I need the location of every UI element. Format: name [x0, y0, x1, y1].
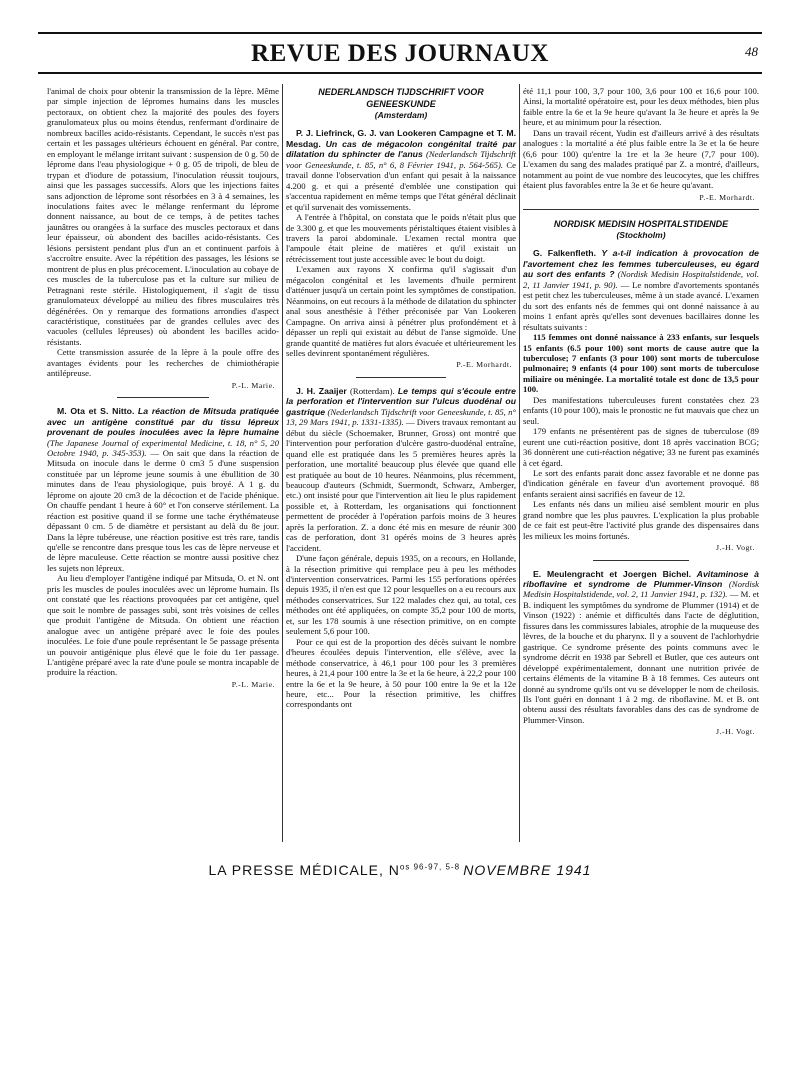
- author-signature: P.-L. Marie.: [231, 380, 275, 390]
- journal-heading: NEDERLANDSCH TIJDSCHRIFT VOOR GENEESKUNDE: [318, 87, 484, 109]
- article-title: La réaction de Mitsuda pratiquée avec un antigène constitué par du tissu lépreux provenant de poules inoculées avec la lèpre humaine: [47, 406, 279, 438]
- article-reference: (Nederlandsch Tijdschrift voor Geneeskunde, t. 85, n° 6, 8 Février 1941, p. 564-565).: [286, 149, 516, 170]
- paragraph: Des manifestations tuberculeuses furent constatées chez 23 enfants (10 pour 100), mais le pronostic ne fut mauvais que chez un seul.: [523, 394, 759, 426]
- footer-month: NOVEMBRE: [463, 862, 552, 878]
- header-bottom-rule: [38, 72, 762, 74]
- article-lead: [47, 406, 279, 573]
- article-authors: M. Ota et S. Nitto.: [57, 406, 135, 417]
- paragraph: 115 femmes ont donné naissance à 233 enfants, sur lesquels 15 enfants (6.5 pour 100) sont morts de cause autre que la tuberculose; 7 enfants (3 pour 100) sont morts de tuberculose pulmonaire; 9 enfants (4 pour 100) sont morts de tuberculose miliaire ou méningée. La mortalité totale est donc de 13,5 pour 100.: [523, 332, 759, 395]
- article-text: — M. et B. indiquent les symptômes du syndrome de Plummer (1914) et de Vinson (1922) : anémie et difficultés dans l'acte de déglutition, fissures dans les commissures labiales, atrophie de la muqueuse des lèvres, de la bouche et du pharynx. Il y a souvent de l'achlorhydrie gastrique. Ce syndrome présente des points communs avec le syndrome décrit en 1938 par Sebrell et Butler, que ces auteurs ont développé expérimentalement, donnant une nutrition privée de certains éléments de la vitamine B à 18 femmes. Ces auteurs ont donné au syndrome qu'ils ont vu se développer le nom de cheilosis. Ils l'ont guéri en donnant 1 à 2 mg. de riboflavine. M. et B. ont obtenu aussi des résultats favorables dans des cas de syndrome de Plummer-Vinson.: [523, 589, 760, 725]
- article-title: Un cas de mégacolon congénital traité par dilatation du sphincter de l'anus: [286, 138, 517, 160]
- article-reference: (Nordisk Medisin Hospitalstidende, vol. 2, 11 Janvier 1941, p. 90).: [523, 269, 759, 290]
- column-divider-2: [519, 84, 520, 842]
- paragraph: Les enfants nés dans un milieu aisé semblent mourir en plus grand nombre que les plus pauvres. L'explication la plus probable de ce fait est peut-être l'activité plus grande des dispensaires dans les milieux les moins fortunés.: [523, 499, 759, 541]
- author-signature: P.-E. Morhardt.: [456, 360, 512, 370]
- paragraph: Au lieu d'employer l'antigène indiqué par Mitsuda, O. et N. ont pris les muscles de poules inoculées avec un léprome humain. Ils ont constaté que les réactions provoquées par cet antigène, quel que soit le nombre de passages subi, sont très voisines de celles que produit l'antigène de Mitsuda. On obtient une réaction analogue avec un antigène préparé avec le foie des poules inoculées. Le foie d'une poule représentant le 5e passage présenta un pouvoir antigénique plus élevé que le foie du 1er passage. L'antigène préparé avec la rate d'une poule se montra incapable de produire la réaction.: [47, 573, 279, 678]
- article-text: — Le nombre d'avortements spontanés est petit chez les tuberculeuses, même à un stade avancé. L'examen du sort des enfants nés de femmes qui ont donné naissance à au moins 1 enfant après qu'elles sont devenues bacillaires donne les résultats suivants :: [523, 279, 759, 332]
- article-separator: [356, 377, 446, 378]
- paragraph: A l'entrée à l'hôpital, on constata que le poids n'était plus que de 3.300 g. et que les mouvements péristaltiques étaient visibles à travers la paroi abdominale. L'examen rectal montra que l'ampoule était pleine de matières et qu'il existait un rétrécissement tout juste accessible avec le bout du doigt.: [286, 212, 516, 264]
- article-separator: [593, 560, 689, 561]
- article-lead: [523, 569, 759, 726]
- article-lead: [523, 248, 759, 332]
- journal-section-title: REVUE DES JOURNAUX: [251, 40, 549, 67]
- article-lead: [286, 386, 516, 553]
- article-title: Y a-t-il indication à provocation de l'avortement chez les femmes tuberculeuses, eu égard au sort des enfants ?: [523, 248, 759, 280]
- footer-issue: os 96-97, 5-8: [399, 862, 464, 872]
- header-top-rule: [38, 32, 762, 34]
- article-text: Ce travail donne l'observation d'un enfant qui pesait à la naissance 4.200 g. et qui a présenté d'emblée une constipation qui s'accentua rapidement en même temps que l'état général déclinait et qu'il survenait des vomissements.: [286, 159, 516, 212]
- author-signature: J.-H. Vogt.: [715, 727, 755, 737]
- article-city: (Rotterdam).: [350, 385, 395, 396]
- article-authors: G. Falkenfleth.: [533, 248, 597, 259]
- article-title: Avitaminose à riboflavine et syndrome de Plummer-Vinson: [523, 568, 760, 590]
- article-authors: E. Meulengracht et Joergen Bichel.: [533, 568, 692, 579]
- page-number: 48: [745, 44, 758, 59]
- article-lead: [286, 128, 516, 212]
- paragraph: Pour ce qui est de la proportion des décès suivant le nombre d'heures écoulées depuis l'intervention, elle s'élève, avec la méthode conservatrice, à 46,1 pour 100 pour les 3 premières heures, à 21,4 pour 100 entre la 3e et la 6e heure, à 22,2 pour 100 entre la 6e et la 9e heure, à 50 pour 100 entre la 9e et la 12e heure, etc... Pour la résection primitive, les chiffres correspondants ont: [286, 636, 516, 710]
- page-footer: [0, 862, 800, 878]
- article-text: — On sait que dans la réaction de Mitsuda on inocule dans le derme 0 cm3 5 d'une suspension constituée par un léprome jeune soumis à une ébullition de 30 minutes dans de l'eau physiologique, puis broyé. A 1 g. du léprome on ajoute 20 cm3 de la décoction et de l'acide phénique. On chauffe pendant 1 heure à 60° et l'on conserve stérilement. La réaction est positive quand il se forme une tache érythémateuse dépassant 0 cm. 5 de diamètre et persistant au delà du 8e jour. Dans la lèpre tubéreuse, une réaction positive est très rare, tandis qu'elle se rencontre dans presque tous les cas de lèpre nerveuse et de lèpre maculeuse. Cette réaction se montre aussi positive chez les sujets non lépreux.: [47, 447, 279, 573]
- author-signature: P.-E. Morhardt.: [699, 192, 755, 202]
- paragraph: D'une façon générale, depuis 1935, on a recours, en Hollande, à la résection primitive qui remplace peu à peu les méthodes d'intervention conservatrices. Parmi les 155 perforations opérées depuis 1935, il n'en est que 12 pour lesquelles on a eu recours aux méthodes conservatrices. Sur 122 malades chez qui, au total, ces méthodes ont été appliquées, on compte 35,2 pour 100 de morts, et, sur les 178 soumis à une résection primitive, on en compte seulement 5,6 pour 100.: [286, 553, 516, 637]
- column-divider-1: [282, 84, 283, 842]
- journal-city: (Amsterdam): [374, 110, 428, 120]
- author-signature: J.-H. Vogt.: [715, 543, 755, 553]
- paragraph: 179 enfants ne présentèrent pas de signes de tuberculose (89 eurent une cuti-réaction positive, dont 18 après vaccination BCG; 36 donnèrent une cuti-réaction négative; 33 ne furent pas examinés à cet égard.: [523, 426, 759, 468]
- paragraph: L'examen aux rayons X confirma qu'il s'agissait d'un mégacolon congénital et les lavements d'huile permirent d'atténuer jusqu'à un certain point les symptômes de constipation. Néanmoins, on eut recours à la méthode de dilatation du sphincter anal sous anesthésie à l'éther préconisée par Van Lookeren Campagne. On arriva ainsi à pénétrer plus profondément et à dépasser un repli qui existait au début de l'anse sigmoïde. Une grande quantité de matières fut alors évacuée et ultérieurement les selles devinrent spontanément régulières.: [286, 264, 516, 358]
- article-reference: (The Japanese Journal of experimental Medicine, t. 18, n° 5, 20 Octobre 1940, p. 345-353).: [47, 437, 279, 458]
- footer-year: 1941: [556, 862, 592, 878]
- paragraph: été 11,1 pour 100, 3,7 pour 100, 3,6 pour 100 et 16,6 pour 100. Ainsi, la mortalité opératoire est, pour les deux méthodes, bien plus faible entre la 6e et la 9e heure qu'avant la 3e heure et après la 9e heure, et au minimum pour la résection.: [523, 86, 759, 128]
- article-reference: (Nederlandsch Tijdschrift voor Geneeskunde, t. 85, n° 13, 29 Mars 1941, p. 1331-1335).: [286, 406, 517, 428]
- paragraph: Dans un travail récent, Yudin est d'ailleurs arrivé à des résultats analogues : la mortalité a été plus faible entre la 3e et la 6e heure (6,6 pour 100) qu'entre la 1re et la 3e heure (7,7 pour 100). L'examen du sang des malades pratiqué par Z. a montré, d'ailleurs, notamment au point de vue nombre des leucocytes, que les chiffres étaient plus favorables entre la 3e et 6e heure qu'avant.: [523, 127, 759, 191]
- paragraph: Le sort des enfants parait donc assez favorable et ne donne pas d'indication générale en faveur d'un avortement provoqué. 88 enfants seraient ainsi sacrifiés en faveur de 12.: [523, 467, 759, 499]
- article-title: Le temps qui s'écoule entre la perforation et l'intervention sur l'ulcus duodénal ou gastrique: [286, 385, 517, 417]
- article-text: — Divers travaux remontant au début du siècle (Schoemaker, Brunner, Gross) ont montré que l'intervention pour perforation d'ulcère gastro-duodénal entraîne, quand elle est pratiquée dans les 5 premières heures après la perforation, une mortalité beaucoup plus élevée que quand elle est pratiquée au bout de 10 heures. Néanmoins, plus récemment, beaucoup d'auteurs (Schmidt, Suermondt, Schwarz, Amberger, etc.) ont insisté pour que l'intervention ait lieu le plus rapidement possible et, à Rotterdam, les organisations qui fonctionnent permettent de procéder à l'opération parfois moins de 3 heures après la perforation. Z. a donc été mis en mesure de réunir 300 cas de perforation, dont 31 opérés moins de 3 heures après l'accident.: [286, 417, 516, 553]
- article-reference: (Nordisk Medisin Hospitalstidende, vol. 2, 11 Janvier 1941, p. 132).: [523, 579, 759, 600]
- journal-heading: NORDISK MEDISIN HOSPITALSTIDENDE: [553, 218, 729, 229]
- article-authors: P. J. Liefrinck, G. J. van Lookeren Campagne et T. M. Mesdag.: [286, 128, 516, 149]
- section-separator: [523, 209, 759, 210]
- author-signature: P.-L. Marie.: [231, 679, 275, 689]
- paragraph: l'animal de choix pour obtenir la transmission de la lèpre. Même par simple injection de lépromes humains dans les muscles pectoraux, on obtient chez la majorité des poules des foyers granulomateux plus ou moins étendus, renfermant d'ordinaire de nombreux bacilles acido-résistants. Cependant, le succès n'est pas certain et les passages ultérieurs échouent en général. Par contre, en employant le mélange irritant suivant : suspension de 0 g. 50 de léprome dans l'eau physiologique + 0 g. 05 de tripoli, de bleu de trypan et d'iodure de potassium, l'inoculation réussit toujours, ainsi que les passages successifs. Alors que les injections faites sans adjonction de léprome sont résorbées en 3 à 4 semaines, les inoculations faites avec le mélange renfermant du léprome donnent naissance, au bout de ce temps, à de petites taches jaunâtres ou orangées à la surface des muscles pectoraux et dans leur épaisseur, où abondent des bacilles acido-résistants. Ces lésions persistent pendant plus d'un an et continuent parfois à s'accroître ensuite. Avec la répétition des passages, les lésions se montrent de plus en plus précocement. L'inoculation au cobaye de ces muscles de la tuberculose pas et la culture sur milieu de Petragnani reste stérile. Histologiquement, il s'agit de tissu granulomateux développé au milieu des fibres musculaires très dégénérées. On y remarque des formations arrondies d'aspect caractéristique, constituées par de grandes cellules avec des vacuoles (cellules lépreuses) où abondent les bacilles acido-résistants.: [47, 86, 279, 347]
- column-3: [523, 86, 759, 744]
- column-2: [286, 86, 516, 710]
- journal-city: (Stockholm): [616, 229, 666, 240]
- paragraph: Cette transmission assurée de la lèpre à la poule offre des avantages évidents pour les recherches de chimiothérapie antilépreuse.: [47, 347, 279, 379]
- page-header: [38, 36, 762, 70]
- footer-publication: LA PRESSE MÉDICALE, N: [208, 862, 400, 878]
- article-authors: J. H. Zaaijer: [296, 385, 347, 396]
- article-separator: [117, 397, 209, 398]
- column-1: [47, 86, 279, 696]
